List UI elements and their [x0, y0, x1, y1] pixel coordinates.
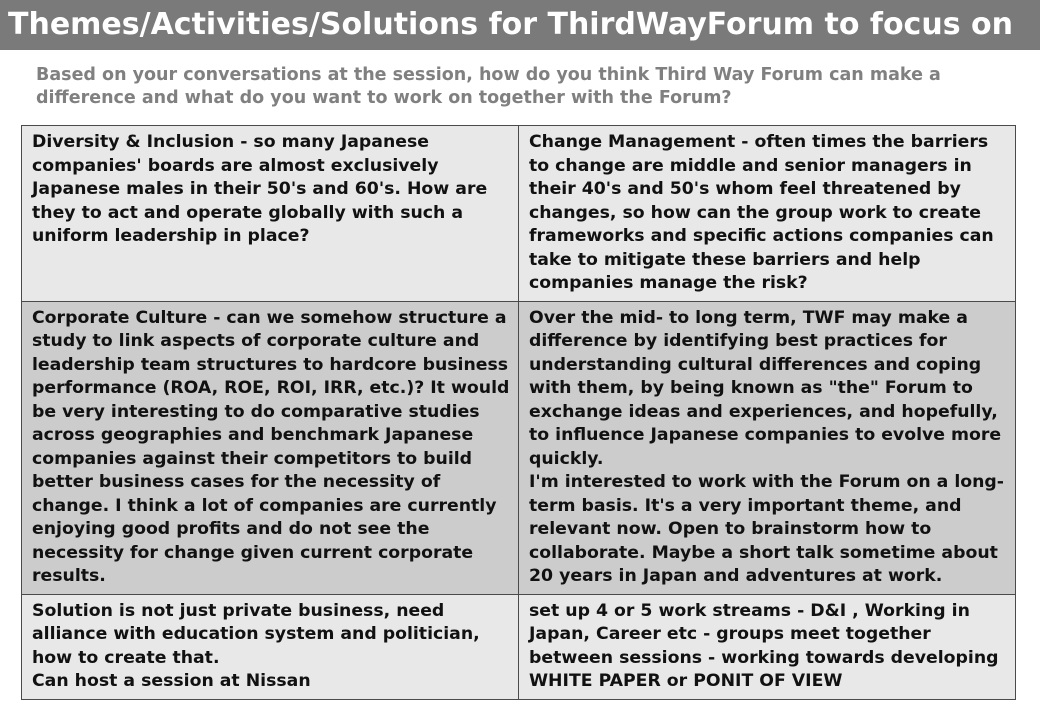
table-cell-right [519, 594, 1016, 699]
cell-text: I'm interested to work with the Forum on a long-term basis. It's a very important theme, and relevant now. Open to brainstorm how to collaborate. Maybe a short talk sometime about 20 years in Japan and adventures at work. [529, 472, 1004, 586]
table-cell-left [22, 126, 519, 302]
table-cell-left [22, 594, 519, 699]
cell-text: Solution is not just private business, need alliance with education system and politician, how to create that. [32, 600, 480, 668]
cell-text: set up 4 or 5 work streams - D&I , Working in Japan, Career etc - groups meet together between sessions - working towards developing WHITE PAPER or PONIT OF VIEW [529, 600, 999, 691]
cell-text: Diversity & Inclusion - so many Japanese companies' boards are almost exclusively Japanese males in their 50's and 60's. How are they to act and operate globally with such a uniform leadership in place? [32, 132, 488, 246]
cell-text: Corporate Culture - can we somehow structure a study to link aspects of corporate culture and leadership team structures to hardcore business performance (ROA, ROE, ROI, IRR, etc.)? It would be very interesting to do comparative studies across geographies and benchmark Japanese companies against their competitors to build better business cases for the necessity of change. I think a lot of companies are currently enjoying good profits and do not see the necessity for change given current corporate results. [32, 307, 510, 586]
table-row [22, 126, 1016, 302]
table-cell-left [22, 301, 519, 594]
page-subtitle: Based on your conversations at the session, how do you think Third Way Forum can make a difference and what do you want to work on together with the Forum? [36, 65, 941, 108]
table-cell-right [519, 301, 1016, 594]
table-cell-right [519, 126, 1016, 302]
table-row [22, 594, 1016, 699]
feedback-table [21, 125, 1016, 700]
table-row [22, 301, 1016, 594]
cell-text: Can host a session at Nissan [32, 671, 311, 691]
cell-text: Change Management - often times the barriers to change are middle and senior managers in their 40's and 50's whom feel threatened by changes, so how can the group work to create frameworks and specific actions companies can take to mitigate these barriers and help companies manage the risk? [529, 132, 994, 293]
page-title: Themes/Activities/Solutions for ThirdWayForum to focus on [0, 0, 1040, 50]
cell-text: Over the mid- to long term, TWF may make a difference by identifying best practices for understanding cultural differences and coping with them, by being known as "the" Forum to exchange ideas and experiences, and hopefully, to influence Japanese companies to evolve more quickly. [529, 307, 1002, 469]
